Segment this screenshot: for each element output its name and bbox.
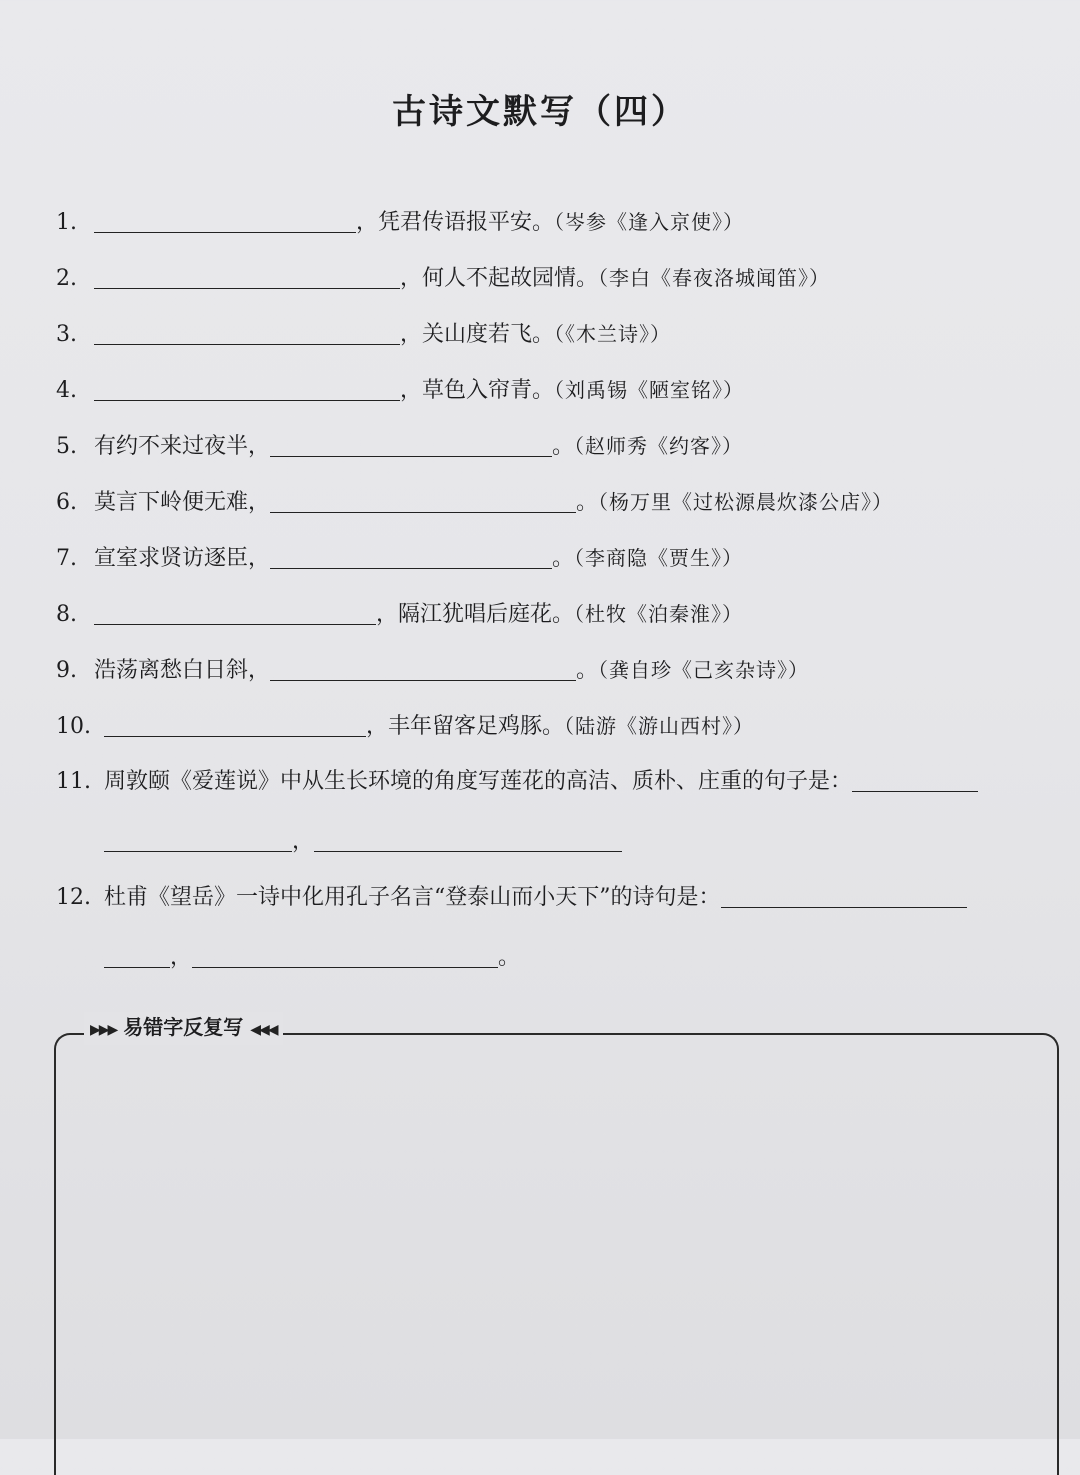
question-5 <box>56 426 743 466</box>
question-12-continuation <box>104 938 520 978</box>
answer-blank[interactable] <box>270 484 576 513</box>
question-3 <box>56 314 671 354</box>
given-line: ，关山度若飞。 <box>400 322 555 347</box>
question-number: 7. <box>56 546 77 571</box>
arrow-left-icon: ◀◀◀ <box>250 1022 277 1038</box>
source: （陆游《游山西村》） <box>564 714 755 738</box>
answer-blank[interactable] <box>94 596 376 625</box>
question-number: 9. <box>56 658 77 683</box>
answer-blank[interactable] <box>270 540 552 569</box>
question-1 <box>56 202 744 242</box>
given-line: 宣室求贤访逐臣， <box>94 546 271 571</box>
end-mark: 。 <box>576 658 599 683</box>
source: （李白《春夜洛城闻笛》） <box>598 266 831 290</box>
answer-blank[interactable] <box>314 823 622 852</box>
answer-blank[interactable] <box>104 708 366 737</box>
source: （岑参《逢入京使》） <box>554 210 745 234</box>
question-6 <box>56 482 893 522</box>
given-line: ，凭君传语报平安。 <box>356 210 555 235</box>
answer-blank[interactable] <box>270 428 552 457</box>
given-line: 莫言下岭便无难， <box>94 490 271 515</box>
end-mark: 。 <box>576 490 599 515</box>
question-11 <box>56 762 978 802</box>
question-12 <box>56 878 967 918</box>
arrow-right-icon: ▶▶▶ <box>90 1022 117 1038</box>
question-number: 6. <box>56 490 77 515</box>
question-text: 杜甫《望岳》一诗中化用孔子名言“登泰山而小天下”的诗句是： <box>104 885 721 910</box>
question-number: 2. <box>56 266 77 291</box>
given-line: ，隔江犹唱后庭花。 <box>376 602 575 627</box>
practice-writing-box[interactable] <box>54 1033 1059 1475</box>
source: （李商隐《贾生》） <box>574 546 744 570</box>
answer-blank[interactable] <box>192 939 498 968</box>
question-10 <box>56 706 754 746</box>
practice-box-header <box>84 1012 283 1045</box>
source: （刘禹锡《陋室铭》） <box>554 378 745 402</box>
answer-blank[interactable] <box>94 204 356 233</box>
answer-blank[interactable] <box>270 652 576 681</box>
given-line: ，丰年留客足鸡豚。 <box>366 714 565 739</box>
source: （杜牧《泊秦淮》） <box>574 602 744 626</box>
separator: ， <box>292 829 315 854</box>
answer-blank[interactable] <box>104 823 292 852</box>
question-2 <box>56 258 830 298</box>
source: （杨万里《过松源晨炊漆公店》） <box>598 490 894 514</box>
answer-blank[interactable] <box>852 763 978 792</box>
source: （《木兰诗》） <box>554 322 672 346</box>
question-number: 8. <box>56 602 77 627</box>
question-number: 3. <box>56 322 77 347</box>
end-mark: 。 <box>552 546 575 571</box>
question-11-continuation <box>104 822 622 862</box>
question-number: 11. <box>56 769 91 794</box>
question-number: 12. <box>56 885 91 910</box>
question-number: 4. <box>56 378 77 403</box>
question-number: 5. <box>56 434 77 459</box>
source: （赵师秀《约客》） <box>574 434 744 458</box>
question-8 <box>56 594 743 634</box>
question-number: 1. <box>56 210 77 235</box>
given-line: 有约不来过夜半， <box>94 434 271 459</box>
answer-blank[interactable] <box>94 260 400 289</box>
given-line: ，草色入帘青。 <box>400 378 555 403</box>
page-title: 古诗文默写（四） <box>392 92 688 132</box>
given-line: 浩荡离愁白日斜， <box>94 658 271 683</box>
question-number: 10. <box>56 714 91 739</box>
practice-box-title: 易错字反复写 <box>123 1015 244 1039</box>
given-line: ，何人不起故园情。 <box>400 266 599 291</box>
question-9 <box>56 650 809 690</box>
question-4 <box>56 370 744 410</box>
end-mark: 。 <box>498 945 521 970</box>
separator: ， <box>170 945 193 970</box>
answer-blank[interactable] <box>721 879 967 908</box>
question-text: 周敦颐《爱莲说》中从生长环境的角度写莲花的高洁、质朴、庄重的句子是： <box>104 769 853 794</box>
answer-blank[interactable] <box>94 372 400 401</box>
question-7 <box>56 538 743 578</box>
answer-blank[interactable] <box>94 316 400 345</box>
answer-blank[interactable] <box>104 939 170 968</box>
source: （龚自珍《己亥杂诗》） <box>598 658 810 682</box>
end-mark: 。 <box>552 434 575 459</box>
